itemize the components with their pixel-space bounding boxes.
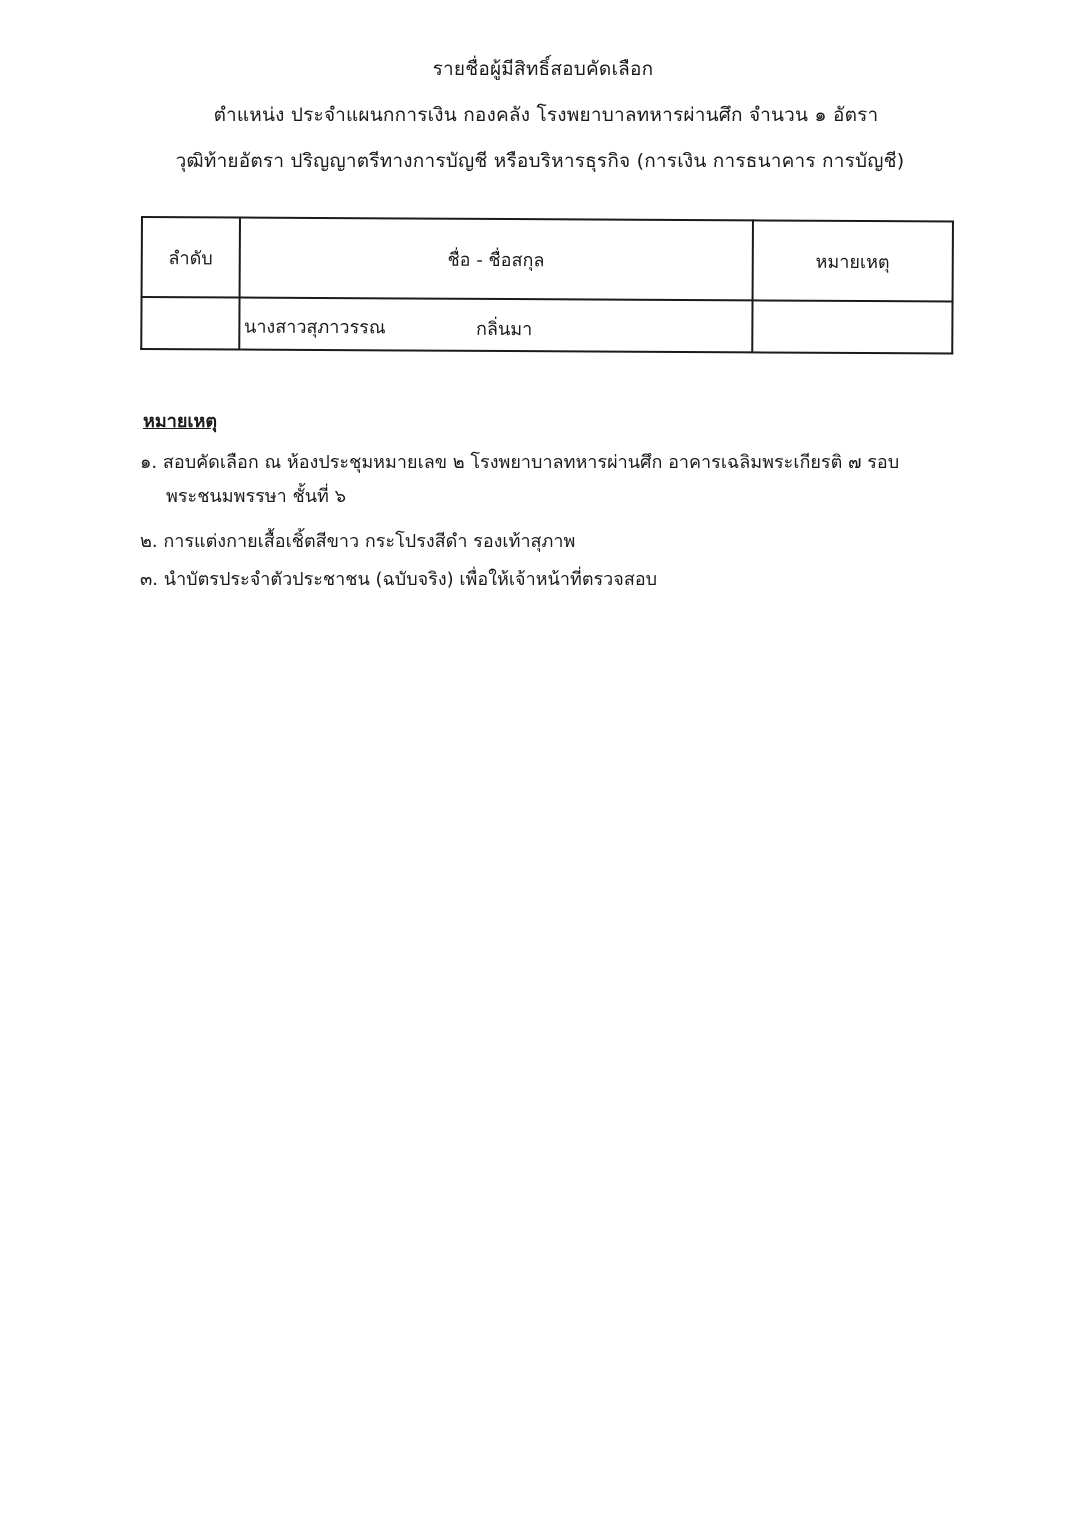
table-header-row bbox=[142, 217, 953, 302]
note-item bbox=[140, 525, 575, 559]
note-item bbox=[140, 563, 657, 597]
remark-cell bbox=[752, 300, 953, 353]
column-header-remark: หมายเหตุ bbox=[752, 220, 953, 301]
note-text: สอบคัดเลือก ณ ห้องประชุมหมายเลข ๒ โรงพยาบาลทหารผ่านศึก อาคารเฉลิมพระเกียรติ ๗ รอบ bbox=[162, 452, 900, 473]
candidate-table bbox=[140, 216, 954, 355]
note-text: นำบัตรประจำตัวประชาชน (ฉบับจริง) เพื่อให้เจ้าหน้าที่ตรวจสอบ bbox=[163, 569, 658, 590]
document-title: รายชื่อผู้มีสิทธิ์สอบคัดเลือก bbox=[432, 58, 654, 80]
position-line: ตำแหน่ง ประจำแผนกการเงิน กองคลัง โรงพยาบาลทหารผ่านศึก จำนวน ๑ อัตรา bbox=[213, 104, 879, 126]
note-number: ๓. bbox=[140, 569, 159, 590]
name-cell bbox=[239, 298, 752, 353]
note-text-continued: พระชนมพรรษา ชั้นที่ ๖ bbox=[166, 486, 347, 507]
notes-title: หมายเหตุ bbox=[143, 411, 218, 432]
order-cell bbox=[141, 297, 239, 350]
table-row bbox=[141, 297, 952, 354]
note-number: ๑. bbox=[140, 452, 158, 473]
qualification-line: วุฒิท้ายอัตรา ปริญญาตรีทางการบัญชี หรือบริหารธุรกิจ (การเงิน การธนาคาร การบัญชี) bbox=[175, 150, 905, 172]
first-name: นางสาวสุภาวรรณ bbox=[243, 316, 386, 339]
column-header-order: ลำดับ bbox=[142, 217, 240, 298]
note-item bbox=[140, 446, 930, 514]
column-header-name: ชื่อ - ชื่อสกุล bbox=[239, 218, 753, 301]
note-number: ๒. bbox=[140, 531, 158, 552]
last-name: กลิ่นมา bbox=[475, 318, 533, 341]
note-text: การแต่งกายเสื้อเชิ้ตสีขาว กระโปรงสีดำ รองเท้าสุภาพ bbox=[163, 531, 576, 552]
